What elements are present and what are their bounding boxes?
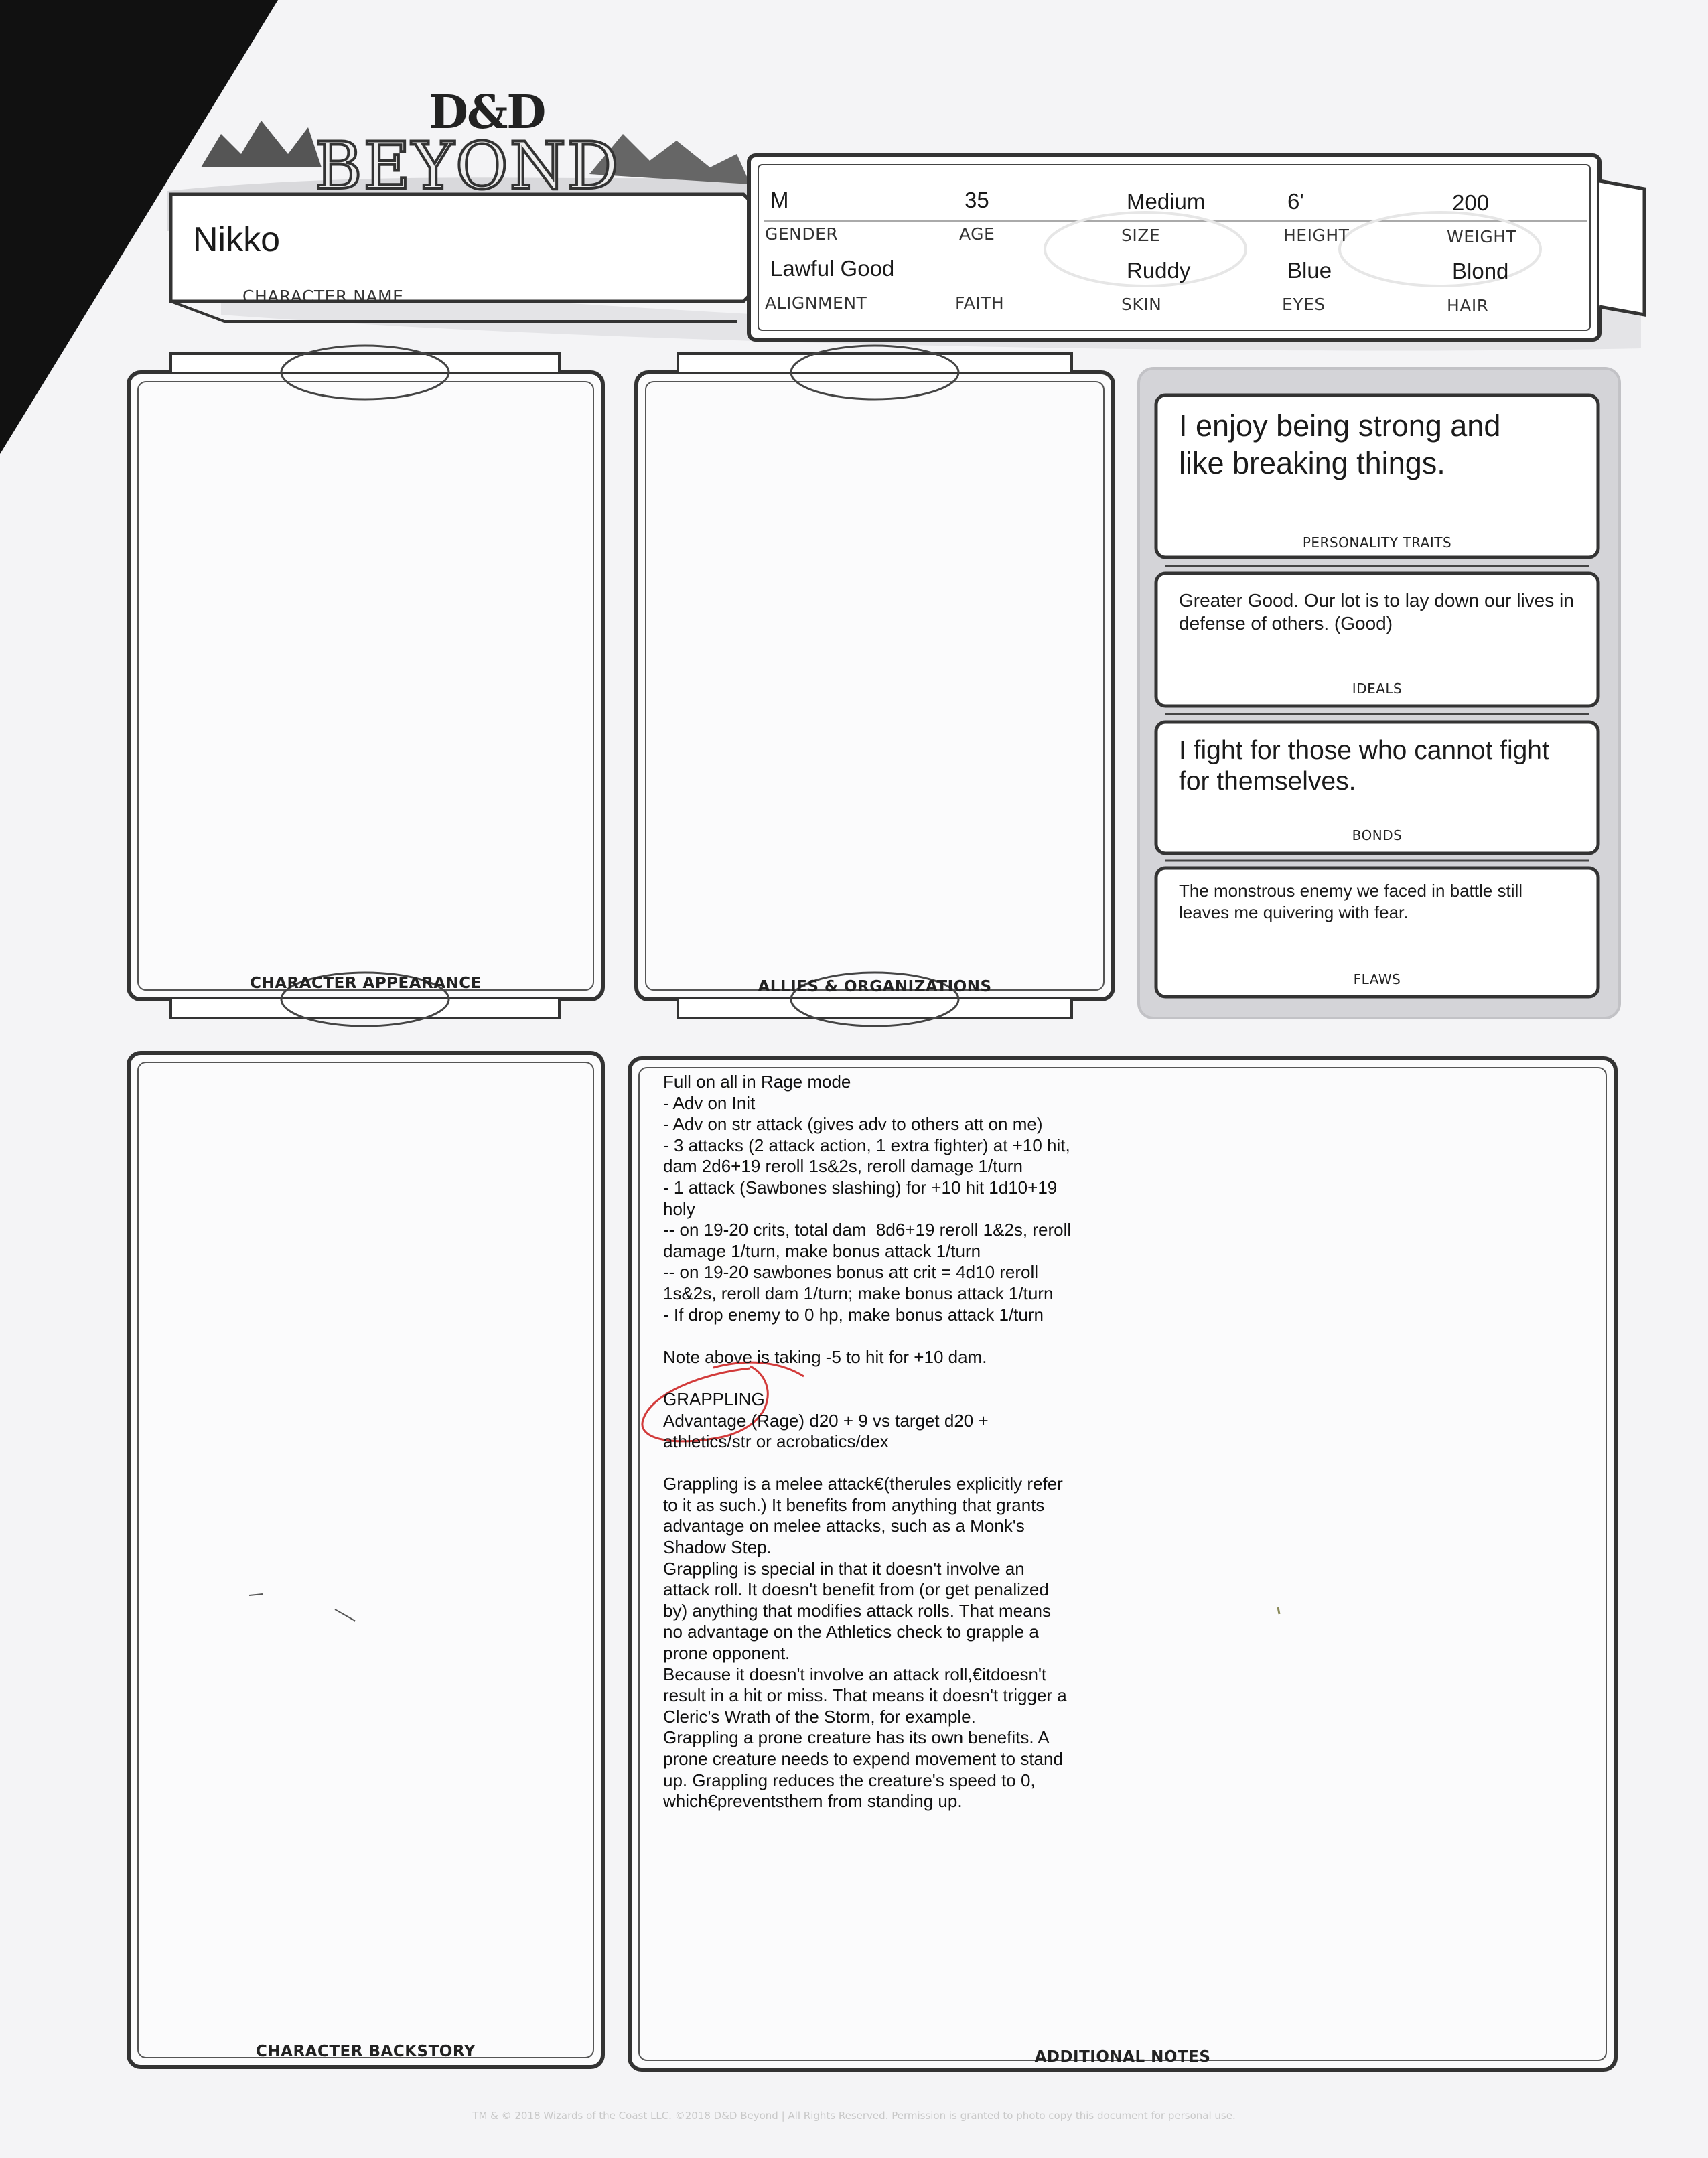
hair-value[interactable]: Blond [1452,259,1509,283]
flaws-line: The monstrous enemy we faced in battle still [1179,881,1523,901]
logo-dd: D&D [429,86,545,139]
note-line: advantage on melee attacks, such as a Monk's [663,1516,1025,1536]
logo-beyond: BEYOND [315,129,620,204]
additional-notes-text[interactable] [663,1072,1132,1812]
ideals-line: Greater Good. Our lot is to lay down our lives in [1179,590,1574,611]
note-line: to it as such.) It benefits from anything that grants [663,1494,1045,1515]
note-line: GRAPPLING [663,1388,765,1409]
note-line: - If drop enemy to 0 hp, make bonus attack 1/turn [663,1304,1044,1325]
weight-label: WEIGHT [1447,227,1517,246]
note-line: Shadow Step. [663,1537,772,1558]
bonds-label: BONDS [1352,827,1403,843]
copyright-footer: TM & © 2018 Wizards of the Coast LLC. ©2018 D&D Beyond | All Rights Reserved. Permission is granted to photo copy this document for personal use. [472,2110,1236,2122]
size-label: SIZE [1121,226,1161,245]
personality-line: I enjoy being strong and [1179,409,1501,443]
faith-label: FAITH [955,293,1005,313]
note-line: by) anything that modifies attack rolls. That means [663,1600,1052,1621]
note-line: Full on all in Rage mode [663,1072,851,1092]
character-name-label: CHARACTER NAME [242,287,404,306]
skin-value[interactable]: Ruddy [1127,258,1191,283]
eyes-label: EYES [1282,295,1326,314]
note-line: Advantage (Rage) d20 + 9 vs target d20 + [663,1410,989,1431]
note-line: Grappling is special in that it doesn't involve an [663,1558,1025,1579]
note-line: - 3 attacks (2 attack action, 1 extra fighter) at +10 hit, [663,1135,1070,1155]
eyes-value[interactable]: Blue [1287,258,1332,283]
note-line: dam 2d6+19 reroll 1s&2s, reroll damage 1/turn [663,1156,1023,1177]
age-value[interactable]: 35 [965,188,989,212]
note-line: Note above is taking -5 to hit for +10 dam. [663,1346,987,1367]
flaws-line: leaves me quivering with fear. [1179,902,1409,922]
character-name-value[interactable]: Nikko [193,220,281,259]
character-appearance-label: CHARACTER APPEARANCE [250,975,482,992]
ideals-line: defense of others. (Good) [1179,613,1393,634]
gender-value[interactable]: M [770,188,789,212]
note-line [663,1453,1132,1474]
note-line: Cleric's Wrath of the Storm, for example. [663,1706,976,1727]
allies-label: ALLIES & ORGANIZATIONS [758,978,992,995]
note-line [663,1325,1132,1347]
alignment-label: ALIGNMENT [765,293,867,313]
character-backstory-box [129,1053,603,2067]
note-line: - Adv on Init [663,1092,756,1113]
skin-label: SKIN [1121,295,1162,314]
note-line: up. Grappling reduces the creature's speed to 0, [663,1770,1036,1790]
logo-silhouettes [201,121,322,167]
size-value[interactable]: Medium [1127,189,1206,214]
note-line: damage 1/turn, make bonus attack 1/turn [663,1240,981,1261]
note-line: no advantage on the Athletics check to grapple a [663,1622,1039,1642]
note-line: - Adv on str attack (gives adv to others att on me) [663,1114,1043,1135]
note-line: prone opponent. [663,1643,790,1664]
hair-label: HAIR [1447,296,1489,315]
age-label: AGE [959,224,995,244]
ideals-label: IDEALS [1352,680,1403,697]
note-line: holy [663,1198,695,1219]
note-line: result in a hit or miss. That means it doesn't trigger a [663,1685,1067,1706]
character-appearance-box [129,372,603,999]
note-line: attack roll. It doesn't benefit from (or get penalized [663,1579,1049,1600]
bonds-line: I fight for those who cannot fight [1179,736,1549,765]
allies-box [636,372,1113,999]
note-line: athletics/str or acrobatics/dex [663,1431,889,1452]
personality-traits-label: PERSONALITY TRAITS [1302,534,1452,551]
note-line: prone creature needs to expend movement to stand [663,1749,1063,1769]
additional-notes-label: ADDITIONAL NOTES [1034,2048,1211,2066]
flaws-label: FLAWS [1353,971,1401,987]
bonds-line: for themselves. [1179,767,1356,796]
note-line: - 1 attack (Sawbones slashing) for +10 hit 1d10+19 [663,1177,1058,1198]
note-line: Because it doesn't involve an attack roll,€itdoesn't [663,1664,1047,1684]
character-backstory-label: CHARACTER BACKSTORY [256,2043,476,2060]
alignment-value[interactable]: Lawful Good [770,256,895,281]
note-line: 1s&2s, reroll dam 1/turn; make bonus attack 1/turn [663,1283,1054,1303]
ideals-text[interactable] [1179,589,1587,635]
height-value[interactable]: 6' [1287,189,1304,214]
personality-line: like breaking things. [1179,446,1445,480]
note-line: Grappling a prone creature has its own benefits. A [663,1727,1050,1748]
note-line: -- on 19-20 crits, total dam 8d6+19 reroll 1&2s, reroll [663,1220,1072,1240]
flaws-text[interactable] [1179,880,1587,923]
height-label: HEIGHT [1283,226,1350,245]
note-line: -- on 19-20 sawbones bonus att crit = 4d10 reroll [663,1262,1039,1283]
bonds-text[interactable] [1179,735,1587,797]
weight-value[interactable]: 200 [1452,190,1490,215]
note-line: Grappling is a melee attack€(therules explicitly refer [663,1473,1063,1494]
personality-traits-text[interactable] [1179,407,1581,482]
note-line: which€preventsthem from standing up. [663,1791,963,1812]
gender-label: GENDER [765,224,839,244]
note-line [663,1368,1132,1389]
